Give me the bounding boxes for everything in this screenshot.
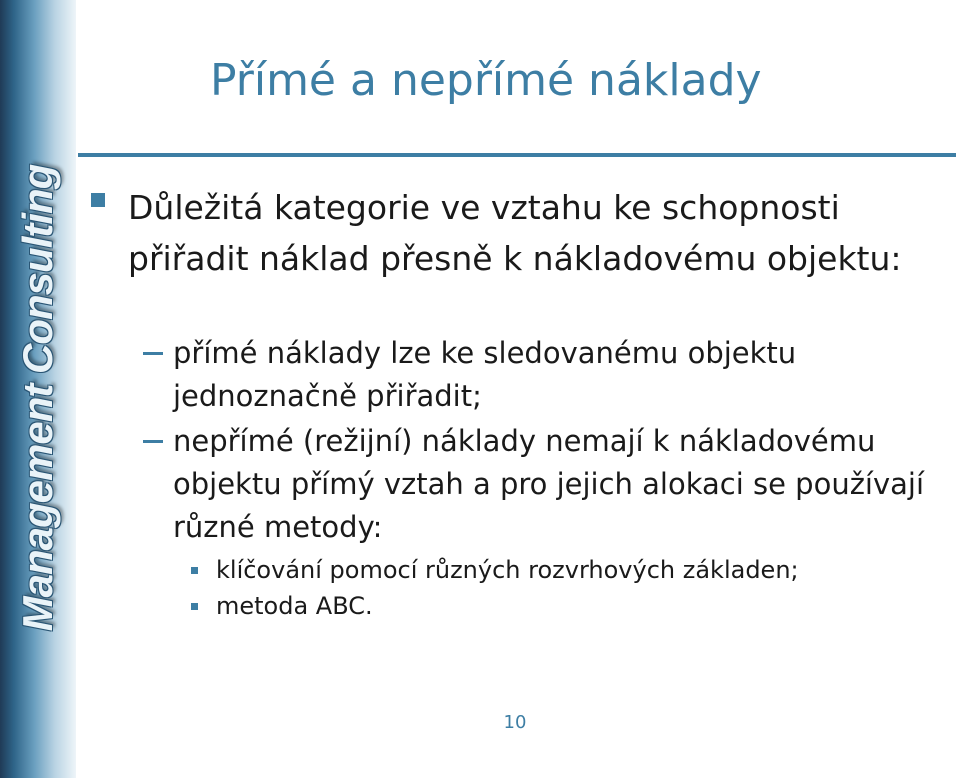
sub-item-1: přímé náklady lze ke sledovanému objektu jednoznačně přiřadit; (173, 336, 797, 413)
dash-icon (143, 440, 163, 443)
page-number: 10 (503, 712, 527, 733)
sidebar-banner (0, 0, 76, 778)
small-square-icon (191, 567, 198, 574)
dash-icon (143, 352, 163, 355)
sub-item-2: nepřímé (režijní) náklady nemají k nákladovému objektu přímý vztah a pro jejich alokaci se používají různé metody: (173, 424, 925, 544)
sub-sub-item-2: metoda ABC. (216, 592, 373, 620)
main-bullet-text: Důležitá kategorie ve vztahu ke schopnosti přiřadit náklad přesně k nákladovému objektu: (128, 188, 902, 278)
small-square-icon (191, 603, 198, 610)
slide-title: Přímé a nepřímé náklady (210, 55, 762, 106)
bullet-square-icon (91, 193, 105, 207)
sidebar-logo-text: Management Consulting (14, 164, 61, 632)
sub-sub-item-1: klíčování pomocí různých rozvrhových základen; (216, 556, 799, 584)
title-divider (78, 153, 956, 157)
